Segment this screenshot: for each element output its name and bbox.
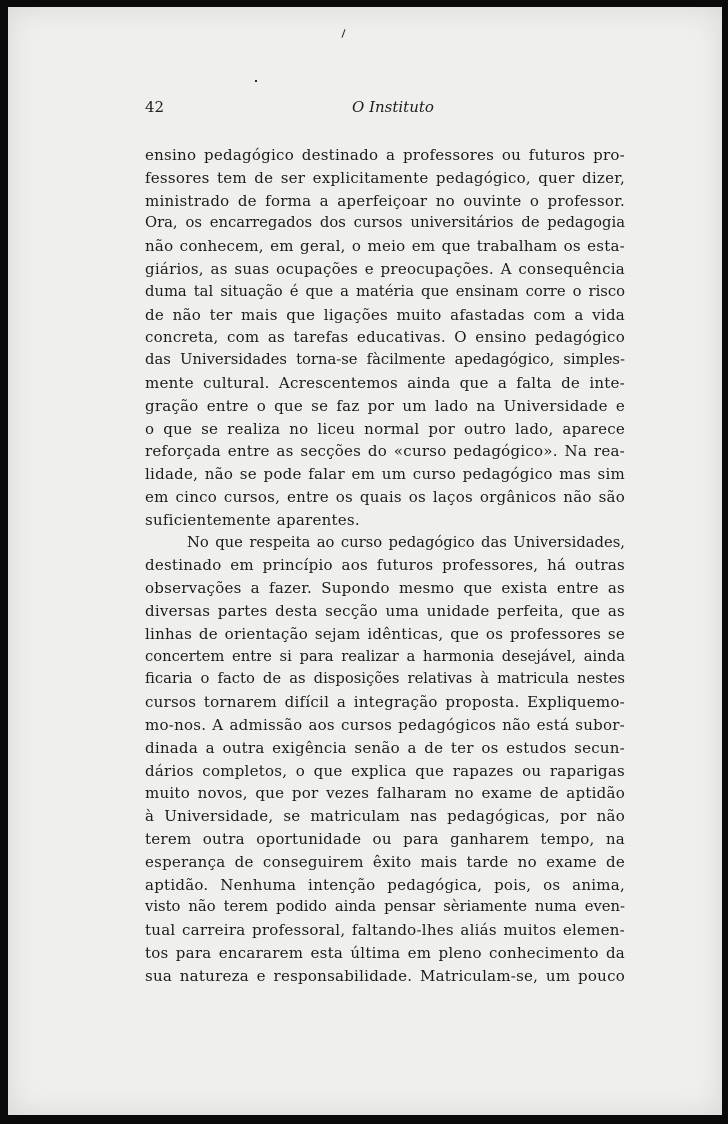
page-number: 42 <box>145 98 165 116</box>
text-line: fessores tem de ser explicitamente pedagógico, quer dizer, <box>145 168 625 187</box>
book-page <box>8 7 722 1115</box>
text-line: lidade, não se pode falar em um curso pedagógico mas sim <box>145 465 625 484</box>
text-line: observações a fazer. Supondo mesmo que exista entre as <box>145 579 625 598</box>
text-line: Ora, os encarregados dos cursos universitários de pedagogia <box>145 214 625 232</box>
text-line: ensino pedagógico destinado a professores ou futuros pro- <box>145 146 625 164</box>
text-line: gração entre o que se faz por um lado na Universidade e <box>145 396 625 415</box>
text-line: tos para encararem esta última em pleno conhecimento da <box>145 943 625 962</box>
text-line: cursos tornarem difícil a integração proposta. Expliquemo- <box>145 693 625 712</box>
text-line: reforçada entre as secções do «curso pedagógico». Na rea- <box>145 442 625 461</box>
text-line: dinada a outra exigência senão a de ter os estudos secun- <box>145 738 625 757</box>
text-line: concreta, com as tarefas educativas. O ensino pedagógico <box>145 328 625 347</box>
text-line: destinado em princípio aos futuros professores, há outras <box>145 556 625 575</box>
text-line: muito novos, que por vezes falharam no exame de aptidão <box>145 784 625 803</box>
text-line: dários completos, o que explica que rapazes ou raparigas <box>145 761 625 780</box>
scan-mark <box>255 80 257 82</box>
body-text <box>145 144 625 987</box>
running-title: O Instituto <box>352 98 434 116</box>
text-line: No que respeita ao curso pedagógico das Universidades, <box>187 533 625 551</box>
scan-mark <box>341 29 345 38</box>
text-line: ficaria o facto de as disposições relativas à matricula nestes <box>145 670 625 688</box>
page-header <box>145 98 625 118</box>
text-line: diversas partes desta secção uma unidade perfeita, que as <box>145 601 625 620</box>
text-line: ministrado de forma a aperfeiçoar no ouvinte o professor. <box>145 191 625 210</box>
text-line: em cinco cursos, entre os quais os laços orgânicos não são <box>145 487 625 506</box>
text-line: tual carreira professoral, faltando-lhes aliás muitos elemen- <box>145 921 625 940</box>
text-line: mente cultural. Acrescentemos ainda que a falta de inte- <box>145 373 625 392</box>
text-line: giários, as suas ocupações e preocupações. A consequência <box>145 259 625 278</box>
text-line: terem outra oportunidade ou para ganharem tempo, na <box>145 829 625 848</box>
text-line: duma tal situação é que a matéria que ensinam corre o risco <box>145 282 625 300</box>
text-line: das Universidades torna-se fàcilmente apedagógico, simples- <box>145 351 625 369</box>
text-line: o que se realiza no liceu normal por outro lado, aparece <box>145 419 625 438</box>
text-line: aptidão. Nenhuma intenção pedagógica, pois, os anima, <box>145 875 625 894</box>
text-line: mo-nos. A admissão aos cursos pedagógicos não está subor- <box>145 715 625 734</box>
text-line: de não ter mais que ligações muito afastadas com a vida <box>145 305 625 324</box>
text-line: não conhecem, em geral, o meio em que trabalham os esta- <box>145 237 625 256</box>
text-line: visto não terem podido ainda pensar sèriamente numa even- <box>145 898 625 916</box>
text-line: linhas de orientação sejam idênticas, que os professores se <box>145 624 625 643</box>
text-line: suficientemente aparentes. <box>145 510 360 529</box>
text-line: concertem entre si para realizar a harmonia desejável, ainda <box>145 647 625 665</box>
text-line: sua natureza e responsabilidade. Matriculam-se, um pouco <box>145 966 625 985</box>
text-line: à Universidade, se matriculam nas pedagógicas, por não <box>145 807 625 826</box>
text-line: esperança de conseguirem êxito mais tarde no exame de <box>145 852 625 871</box>
